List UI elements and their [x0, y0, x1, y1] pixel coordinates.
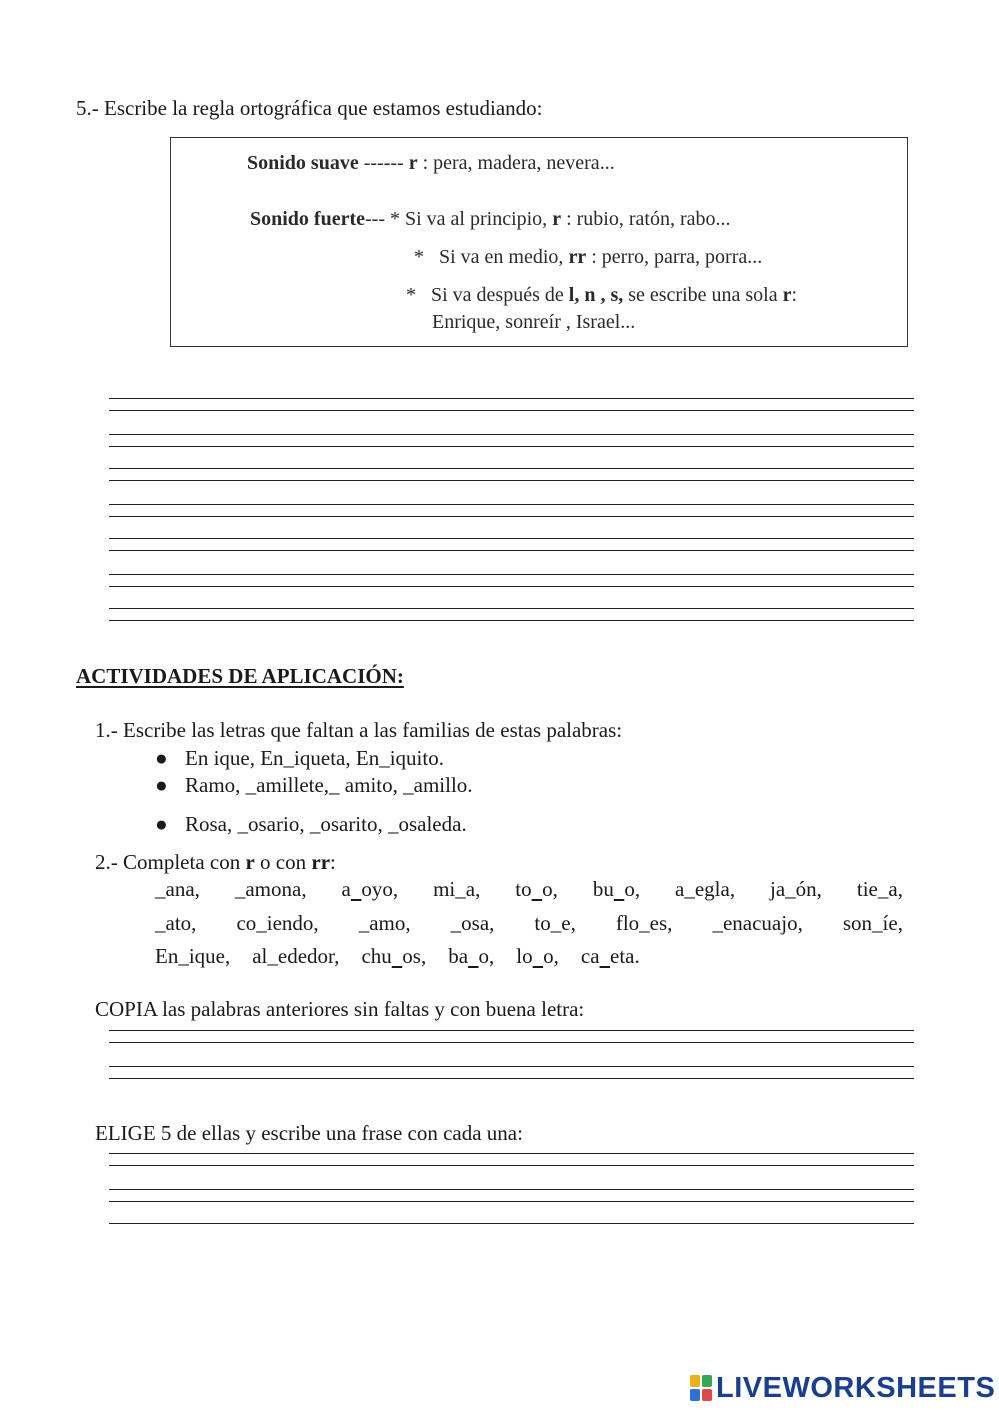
logo-text: LIVEWORKSHEETS: [716, 1371, 996, 1404]
activity-2-title: 2.- Completa con r o con rr:: [95, 850, 336, 874]
fill-in-word: chu os,: [361, 944, 427, 968]
fill-in-word: to_e,: [534, 911, 576, 935]
word-row-1: [155, 877, 903, 902]
activity-1-title: 1.- Escribe las letras que faltan a las familias de estas palabras:: [95, 718, 623, 742]
choose-instruction: ELIGE 5 de ellas y escribe una frase con cada una:: [95, 1121, 523, 1145]
fill-in-word: _enacuajo,: [712, 911, 803, 935]
section-title: ACTIVIDADES DE APLICACIÓN:: [76, 664, 404, 688]
rule-soft-sound: Sonido suave ------ r : pera, madera, nevera...: [247, 152, 615, 174]
rule-strong-sound: Sonido fuerte--- * Si va al principio, r : rubio, ratón, rabo...: [250, 208, 731, 230]
logo-icon: [690, 1375, 712, 1401]
fill-in-word: ja_ón,: [770, 877, 822, 901]
fill-in-word: lo o,: [516, 944, 559, 968]
fill-in-word: co_iendo,: [236, 911, 319, 935]
fill-in-word: _amo,: [358, 911, 411, 935]
word-row-3: [155, 944, 903, 969]
fill-in-word: _amona,: [234, 877, 307, 901]
fill-in-word: ca eta.: [580, 944, 640, 968]
fill-in-word: al_ededor,: [252, 944, 340, 968]
rule-after-lns: * Si va después de l, n , s, se escribe una sola r:: [406, 284, 798, 306]
bullet-icon: ●: [155, 812, 168, 836]
fill-in-word: En_ique,: [155, 944, 231, 968]
fill-in-word: a oyo,: [341, 877, 399, 901]
fill-in-word: to o,: [515, 877, 558, 901]
fill-in-word: ba o,: [448, 944, 495, 968]
copy-instruction: COPIA las palabras anteriores sin faltas y con buena letra:: [95, 997, 585, 1021]
fill-in-word: son_íe,: [842, 911, 903, 935]
bullet-icon: ●: [155, 773, 168, 797]
rule-soft-label: Sonido suave: [247, 152, 359, 174]
fill-in-word: tie_a,: [856, 877, 903, 901]
rule-strong-label: Sonido fuerte: [250, 208, 365, 230]
fill-in-word: _osa,: [450, 911, 495, 935]
bullet-icon: ●: [155, 746, 168, 770]
fill-in-word: a_egla,: [675, 877, 736, 901]
fill-in-word: mi_a,: [433, 877, 481, 901]
rule-middle: * Si va en medio, rr : perro, parra, porra...: [414, 246, 763, 268]
fill-in-word: _ana,: [155, 877, 200, 901]
word-row-2: [155, 911, 903, 936]
spelling-rule-box: [170, 137, 908, 347]
rule-examples: Enrique, sonreír , Israel...: [432, 311, 636, 333]
question-5-prompt: 5.- Escribe la regla ortográfica que estamos estudiando:: [76, 96, 543, 120]
fill-in-word: bu o,: [592, 877, 641, 901]
fill-in-word: _ato,: [155, 911, 197, 935]
liveworksheets-logo: [690, 1372, 995, 1404]
fill-in-word: flo_es,: [615, 911, 673, 935]
